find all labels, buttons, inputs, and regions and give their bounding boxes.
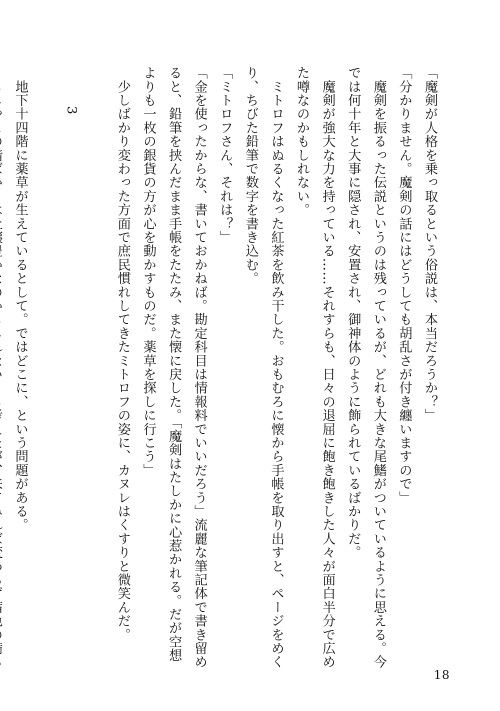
text-line: 「魔剣が人格を乗っ取るという俗説は、本当だろうか？」 — [422, 66, 437, 423]
text-line: 魔剣を振るった伝説というのは残っているが、どれも大きな尾鰭がついているように思える。今 — [370, 66, 386, 669]
text-line: よりも一枚の銀貨の方が心を動かすものだ。薬草を探しに行こう」 — [140, 66, 156, 477]
text-line: では何十年と大事に隠され、安置され、御神体のように飾られているばかりだ。 — [345, 66, 361, 560]
section-break — [33, 66, 59, 646]
text-line: 「ミトロフさん、それは？」 — [217, 66, 233, 245]
text-line: 地下十四階に薬草が生えているとして。ではどこに、という問題がある。 — [12, 66, 28, 532]
text-line: り、ちびた鉛筆で数字を書き込む。 — [242, 66, 258, 286]
text-line: 「分かりません。魔剣の話にはどうしても胡乱さが付き纏いますので」 — [396, 66, 412, 505]
section-break — [84, 66, 110, 646]
text-line: 少しばかり変わった方面で庶民慣れしてきたミトロフの姿に、カヌレはくすりと微笑んだ。 — [114, 66, 130, 642]
text-line: 魔剣が強大な力を持っている……それすらも、日々の退屈に飽き飽きした人々が面白半分で広め — [319, 66, 335, 669]
section-number: 3 — [63, 106, 79, 115]
body-text — [0, 66, 442, 669]
text-line — [0, 66, 7, 646]
page-number: 18 — [433, 668, 450, 682]
text-line: ミトロフはぬるくなった紅茶を飲み干した。おもむろに懐から手帳を取り出すと、ページをめく — [268, 66, 284, 669]
text-line: ると、鉛筆を挟んだまま手帳をたたみ、また懐に戻した。「魔剣はたしかに心惹かれる。だが空想 — [166, 66, 182, 663]
text-line: 「金を使ったからな、書いておかねば。勘定科目は情報料でいいだろう」流麗な筆記体で書き留め — [191, 66, 207, 669]
text-line: た噂なのかもしれない。 — [294, 66, 310, 217]
